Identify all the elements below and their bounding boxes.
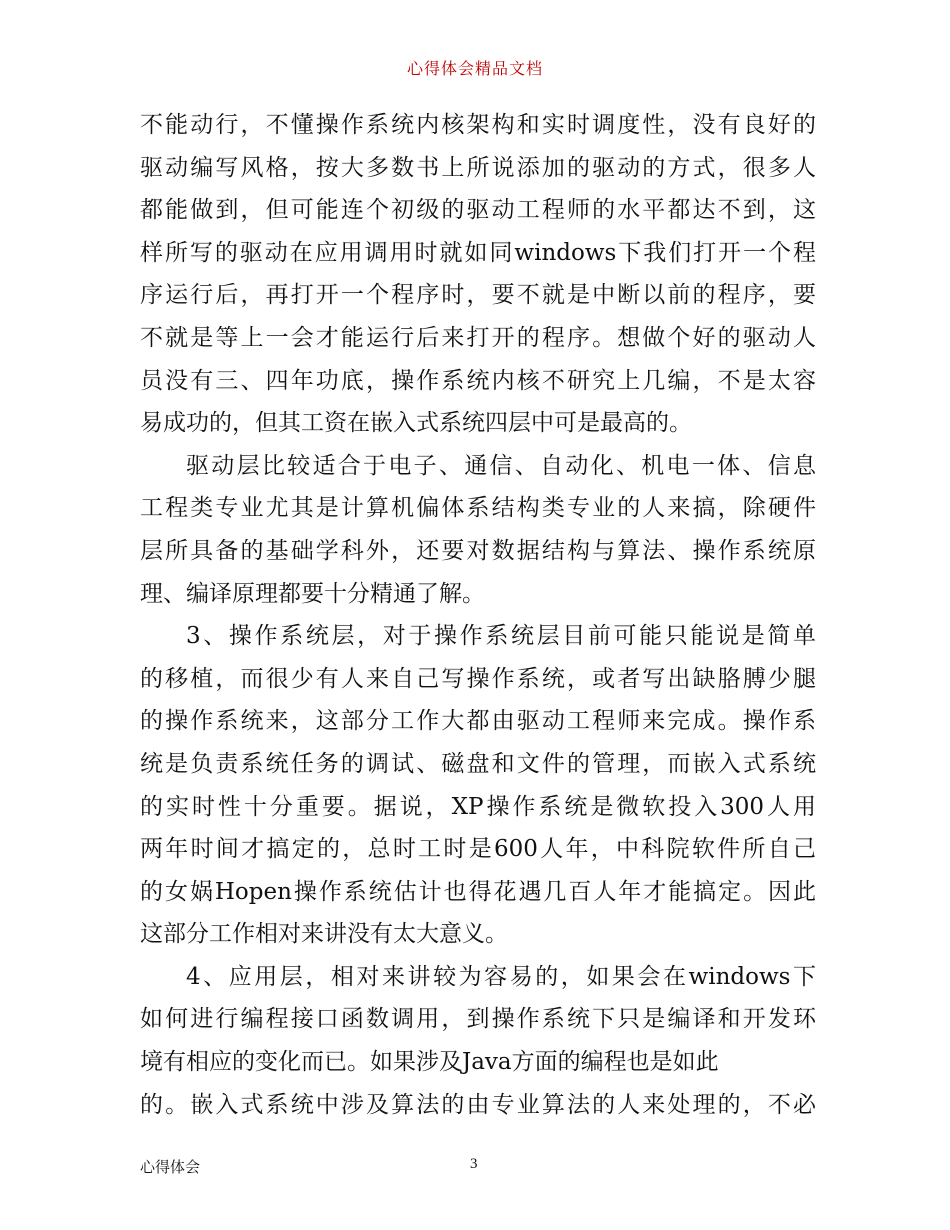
text-line: 这部分工作相对来讲没有太大意义。 — [140, 921, 508, 948]
text-line: 不就是等上一会才能运行后来打开的程序。想做个好的驱动人 — [140, 324, 816, 351]
text-line: 统是负责系统任务的调试、磁盘和文件的管理，而嵌入式系统 — [140, 750, 816, 777]
paragraph-first-line: 驱动层比较适合于电子、通信、自动化、机电一体、信息 — [186, 452, 816, 479]
text-line: 样所写的驱动在应用调用时就如同windows下我们打开一个程 — [140, 239, 816, 266]
text-line: 的女娲Hopen操作系统估计也得花遇几百人年才能搞定。因此 — [140, 878, 816, 905]
text-line: 的操作系统来，这部分工作大都由驱动工程师来完成。操作系 — [140, 708, 816, 735]
paragraph-first-line: 3、操作系统层，对于操作系统层目前可能只能说是简单 — [186, 623, 816, 650]
text-line: 的移植，而很少有人来自己写操作系统，或者写出缺胳膊少腿 — [140, 665, 816, 692]
text-line: 都能做到，但可能连个初级的驱动工程师的水平都达不到，这 — [140, 197, 816, 224]
text-line: 不能动行，不懂操作系统内核架构和实时调度性，没有良好的 — [140, 112, 816, 138]
text-line: 驱动编写风格，按大多数书上所说添加的驱动的方式，很多人 — [140, 154, 816, 181]
text-line: 如何进行编程接口函数调用，到操作系统下只是编译和开发环 — [140, 1006, 816, 1033]
page-number: 3 — [470, 1156, 478, 1172]
text-line: 境有相应的变化而已。如果涉及Java方面的编程也是如此 — [140, 1049, 719, 1076]
text-line: 层所具备的基础学科外，还要对数据结构与算法、操作系统原 — [140, 537, 816, 564]
footer-label: 心得体会 — [140, 1158, 201, 1176]
text-line: 易成功的，但其工资在嵌入式系统四层中可是最高的。 — [140, 410, 692, 437]
text-line: 序运行后，再打开一个程序时，要不就是中断以前的程序，要 — [140, 282, 816, 309]
text-line: 员没有三、四年功底，操作系统内核不研究上几编，不是太容 — [140, 367, 816, 394]
page-header-title: 心得体会精品文档 — [406, 59, 543, 78]
text-line: 工程类专业尤其是计算机偏体系结构类专业的人来搞，除硬件 — [140, 495, 816, 522]
text-line: 两年时间才搞定的，总时工时是600人年，中科院软件所自己 — [140, 836, 816, 863]
text-line: 的。嵌入式系统中涉及算法的由专业算法的人来处理的，不必 — [140, 1091, 816, 1118]
text-line: 理、编译原理都要十分精通了解。 — [140, 580, 485, 607]
text-line: 的实时性十分重要。据说，XP操作系统是微软投入300人用 — [140, 793, 816, 820]
paragraph-first-line: 4、应用层，相对来讲较为容易的，如果会在windows下 — [186, 963, 816, 990]
document-body — [140, 104, 816, 1126]
